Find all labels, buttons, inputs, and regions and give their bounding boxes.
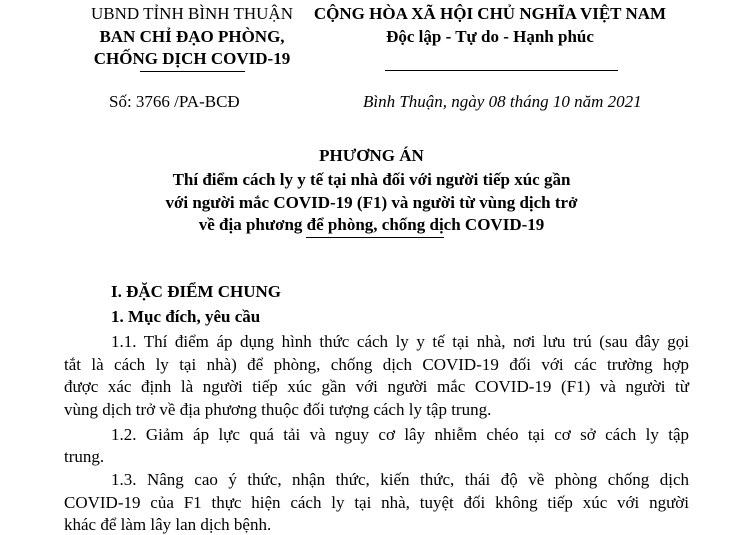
paragraph-1-1-line3: được xác định là người tiếp xúc gần với người mắc COVID-19 (F1) và người từ <box>64 377 689 396</box>
document-subtitle-line1: Thí điểm cách ly y tế tại nhà đối với người tiếp xúc gần <box>172 170 571 189</box>
subsection-heading: 1. Mục đích, yêu cầu <box>111 307 261 326</box>
motto-underline <box>385 70 618 71</box>
document-number: Số: 3766 /PA-BCĐ <box>109 92 240 111</box>
issuing-authority: UBND TỈNH BÌNH THUẬN <box>91 4 293 23</box>
paragraph-1-1-line1: 1.1. Thí điểm áp dụng hình thức cách ly y tế tại nhà, nơi lưu trú (sau đây gọi <box>111 332 689 351</box>
issuing-committee-line1: BAN CHỈ ĐẠO PHÒNG, <box>99 27 285 46</box>
national-title: CỘNG HÒA XÃ HỘI CHỦ NGHĨA VIỆT NAM <box>313 4 667 23</box>
paragraph-1-2-line1: 1.2. Giảm áp lực quá tải và nguy cơ lây nhiễm chéo tại cơ sở cách ly tập <box>111 425 689 444</box>
issuing-committee-line2: CHỐNG DỊCH COVID-19 <box>93 49 291 68</box>
title-underline <box>306 237 444 238</box>
place-date: Bình Thuận, ngày 08 tháng 10 năm 2021 <box>363 92 642 111</box>
national-motto: Độc lập - Tự do - Hạnh phúc <box>386 27 594 46</box>
document-subtitle-line2: với người mắc COVID-19 (F1) và người từ vùng dịch trở <box>165 193 578 212</box>
section-heading: I. ĐẶC ĐIỂM CHUNG <box>111 282 281 301</box>
paragraph-1-2-line2: trung. <box>64 447 105 466</box>
document-subtitle-line3: về địa phương để phòng, chống dịch COVID-19 <box>198 215 545 234</box>
paragraph-1-1-line2: tắt là cách ly tại nhà) để phòng, chống dịch COVID-19 đối với các trường hợp <box>64 355 689 374</box>
org-underline <box>140 71 245 72</box>
paragraph-1-3-line3: khác để làm lây lan dịch bệnh. <box>64 515 272 534</box>
paragraph-1-1-line4: vùng dịch trở về địa phương thuộc đối tượng cách ly tập trung. <box>64 400 492 419</box>
paragraph-1-3-line1: 1.3. Nâng cao ý thức, nhận thức, kiến thức, thái độ về phòng chống dịch <box>111 470 689 489</box>
paragraph-1-3-line2: COVID-19 của F1 thực hiện cách ly tại nhà, tuyệt đối không tiếp xúc với người <box>64 493 689 512</box>
document-title: PHƯƠNG ÁN <box>319 146 424 165</box>
